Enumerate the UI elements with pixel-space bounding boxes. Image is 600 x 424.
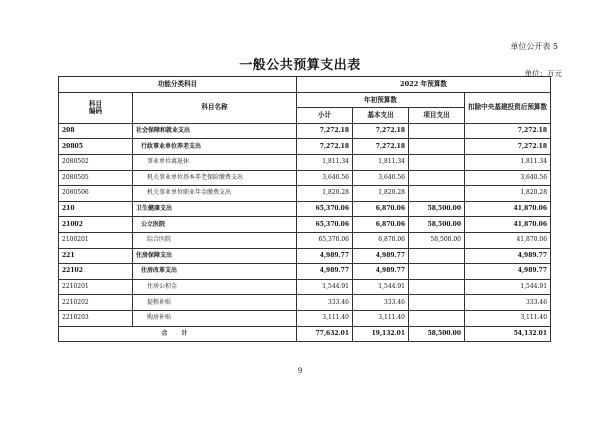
project-value: 58,500.00 xyxy=(409,217,465,233)
excl-value: 1,820.28 xyxy=(465,186,551,202)
subject-code: 2210203 xyxy=(59,310,133,326)
excl-value: 3,640.56 xyxy=(465,170,551,186)
subtotal-value: 4,989.77 xyxy=(297,264,353,280)
basic-value: 4,989.77 xyxy=(353,264,409,280)
header-subject-code-line2: 编码 xyxy=(88,106,103,115)
subtotal-value: 65,370.06 xyxy=(297,217,353,233)
table-row xyxy=(59,232,551,248)
subject-name: 行政事业单位养老支出 xyxy=(133,139,297,155)
subject-code: 2210201 xyxy=(59,279,133,295)
subtotal-value: 65,370.06 xyxy=(297,232,353,248)
form-number: 单位公开表 5 xyxy=(510,42,558,51)
basic-value: 6,870.06 xyxy=(353,217,409,233)
unit-label: 单位：万元 xyxy=(524,69,562,78)
subject-name: 购房补贴 xyxy=(133,310,297,326)
subtotal-value: 333.46 xyxy=(297,295,353,311)
subtotal-value: 1,820.28 xyxy=(297,186,353,202)
table-row xyxy=(59,279,551,295)
header-excl-central-investment: 扣除中央基建投资后预算数 xyxy=(465,92,551,123)
document-title: 一般公共预算支出表 xyxy=(239,58,361,73)
table-row xyxy=(59,295,551,311)
excl-value: 1,544.91 xyxy=(465,279,551,295)
subject-code: 208 xyxy=(59,123,133,139)
header-subject-code-line1: 科目 xyxy=(88,100,103,109)
subject-code: 21002 xyxy=(59,217,133,233)
basic-value: 4,989.77 xyxy=(353,248,409,264)
subject-name: 住房改革支出 xyxy=(133,264,297,280)
total-subtotal: 77,632.01 xyxy=(297,326,353,342)
project-value xyxy=(409,139,465,155)
total-row xyxy=(59,326,551,342)
subject-code: 221 xyxy=(59,248,133,264)
project-value xyxy=(409,123,465,139)
header-annual-budget: 年初预算数 xyxy=(297,92,465,108)
project-value xyxy=(409,264,465,280)
basic-value: 6,870.06 xyxy=(353,232,409,248)
project-value xyxy=(409,248,465,264)
subject-name: 机关事业单位职业年金缴费支出 xyxy=(133,186,297,202)
project-value: 58,500.00 xyxy=(409,201,465,217)
basic-value: 3,640.56 xyxy=(353,170,409,186)
basic-value: 7,272.18 xyxy=(353,139,409,155)
basic-value: 333.46 xyxy=(353,295,409,311)
table-row xyxy=(59,264,551,280)
basic-value: 6,870.06 xyxy=(353,201,409,217)
header-subtotal: 小计 xyxy=(297,108,353,124)
subtotal-value: 4,989.77 xyxy=(297,248,353,264)
subject-code: 22102 xyxy=(59,264,133,280)
project-value xyxy=(409,154,465,170)
excl-value: 7,272.18 xyxy=(465,139,551,155)
subject-name: 机关事业单位基本养老保险缴费支出 xyxy=(133,170,297,186)
total-label: 合 计 xyxy=(59,326,297,342)
table-row xyxy=(59,154,551,170)
excl-value: 41,870.06 xyxy=(465,201,551,217)
excl-value: 4,989.77 xyxy=(465,264,551,280)
subtotal-value: 7,272.18 xyxy=(297,123,353,139)
subject-name: 公立医院 xyxy=(133,217,297,233)
excl-value: 41,870.06 xyxy=(465,217,551,233)
subject-code: 2080502 xyxy=(59,154,133,170)
project-value: 58,500.00 xyxy=(409,232,465,248)
header-basic-expenditure: 基本支出 xyxy=(353,108,409,124)
excl-value: 1,811.34 xyxy=(465,154,551,170)
header-functional-category: 功能分类科目 xyxy=(59,77,297,93)
excl-value: 3,111.40 xyxy=(465,310,551,326)
table-row xyxy=(59,186,551,202)
basic-value: 1,544.91 xyxy=(353,279,409,295)
project-value xyxy=(409,279,465,295)
subtotal-value: 3,111.40 xyxy=(297,310,353,326)
total-excl: 54,132.01 xyxy=(465,326,551,342)
project-value xyxy=(409,186,465,202)
subject-code: 20805 xyxy=(59,139,133,155)
subject-name: 住房保障支出 xyxy=(133,248,297,264)
header-project-expenditure: 项目支出 xyxy=(409,108,465,124)
subject-name: 提租补贴 xyxy=(133,295,297,311)
excl-value: 333.46 xyxy=(465,295,551,311)
subject-code: 2080506 xyxy=(59,186,133,202)
table-row xyxy=(59,139,551,155)
excl-value: 4,989.77 xyxy=(465,248,551,264)
subject-name: 事业单位离退休 xyxy=(133,154,297,170)
total-basic: 19,132.01 xyxy=(353,326,409,342)
subtotal-value: 1,544.91 xyxy=(297,279,353,295)
subject-name: 综合医院 xyxy=(133,232,297,248)
project-value xyxy=(409,170,465,186)
basic-value: 3,111.40 xyxy=(353,310,409,326)
subtotal-value: 3,640.56 xyxy=(297,170,353,186)
header-subject-code xyxy=(59,92,133,123)
subject-code: 2080505 xyxy=(59,170,133,186)
table-row xyxy=(59,248,551,264)
subject-code: 210 xyxy=(59,201,133,217)
budget-table xyxy=(58,76,551,342)
subtotal-value: 7,272.18 xyxy=(297,139,353,155)
table-row xyxy=(59,123,551,139)
subject-code: 2100201 xyxy=(59,232,133,248)
basic-value: 7,272.18 xyxy=(353,123,409,139)
subject-code: 2210202 xyxy=(59,295,133,311)
table-row xyxy=(59,217,551,233)
subtotal-value: 65,370.06 xyxy=(297,201,353,217)
basic-value: 1,811.34 xyxy=(353,154,409,170)
project-value xyxy=(409,295,465,311)
excl-value: 41,870.06 xyxy=(465,232,551,248)
subtotal-value: 1,811.34 xyxy=(297,154,353,170)
table-row xyxy=(59,201,551,217)
subject-name: 卫生健康支出 xyxy=(133,201,297,217)
table-row xyxy=(59,170,551,186)
total-project: 58,500.00 xyxy=(409,326,465,342)
excl-value: 7,272.18 xyxy=(465,123,551,139)
table-row xyxy=(59,310,551,326)
subject-name: 社会保障和就业支出 xyxy=(133,123,297,139)
page-number: 9 xyxy=(297,367,303,375)
header-budget-year: 2022 年预算数 xyxy=(297,77,551,93)
subject-name: 住房公积金 xyxy=(133,279,297,295)
basic-value: 1,820.28 xyxy=(353,186,409,202)
header-subject-name: 科目名称 xyxy=(133,92,297,123)
project-value xyxy=(409,310,465,326)
